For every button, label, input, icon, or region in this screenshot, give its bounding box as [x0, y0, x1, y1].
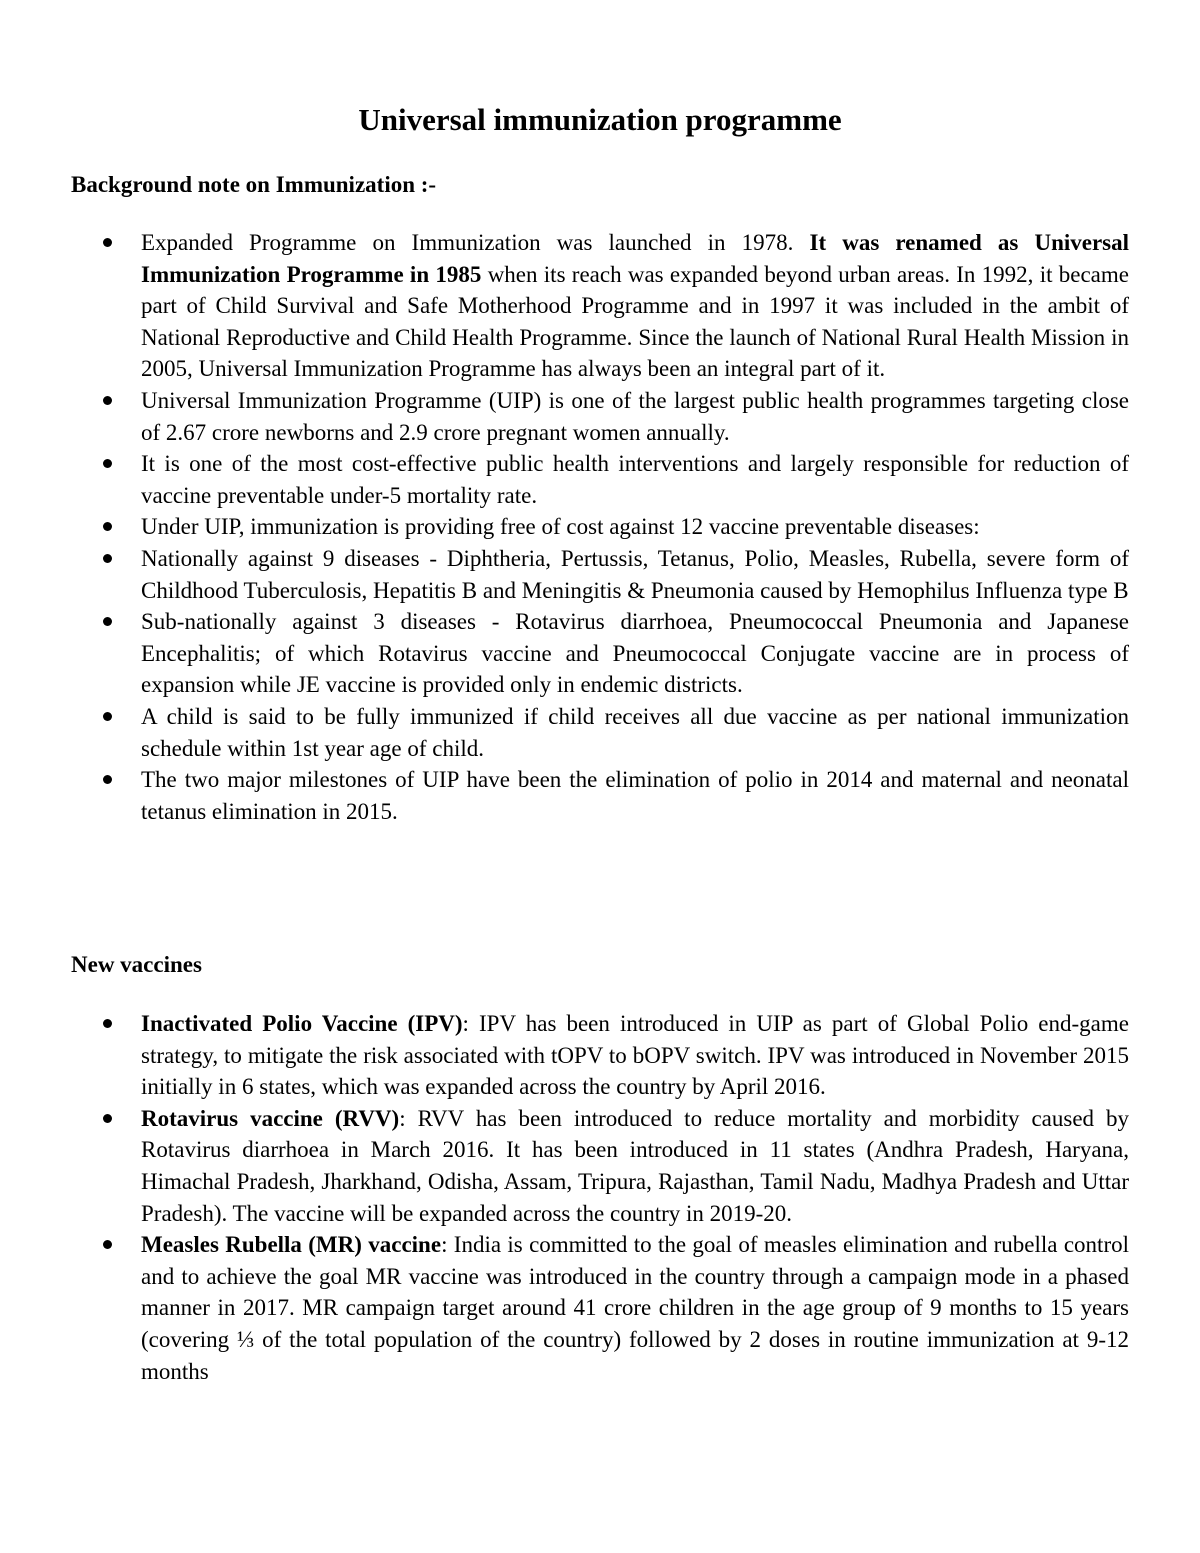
item-text: Universal Immunization Programme (UIP) is one of the largest public health programmes targeting close of 2.67 crore newborns and 2.9 crore pregnant women annually. [141, 387, 1129, 445]
list-item [71, 543, 1129, 606]
bullet-icon [103, 459, 112, 468]
bold-text: Rotavirus vaccine (RVV) [141, 1105, 400, 1131]
background-heading: Background note on Immunization :- [71, 172, 437, 197]
bullet-icon [103, 396, 112, 405]
bold-text: Measles Rubella (MR) vaccine [141, 1232, 442, 1258]
list-item [71, 1008, 1129, 1103]
page-title: Universal immunization programme [358, 102, 842, 137]
item-text: Nationally against 9 diseases - Diphtheria, Pertussis, Tetanus, Polio, Measles, Rubella, severe form of Childhood Tuberculosis, Hepatitis B and Meningitis & Pneumonia caused by Hemophilus Influenza type B [141, 545, 1129, 603]
item-text: A child is said to be fully immunized if child receives all due vaccine as per national immunization schedule within 1st year age of child. [141, 703, 1129, 761]
item-text: when its reach was expanded beyond urban areas. In 1992, it became part of Child Survival and Safe Motherhood Programme and in 1997 it was included in the ambit of National Reproductive and Child Health Programme. Since the launch of National Rural Health Mission in 2005, Universal Immunization Programme has always been an integral part of it. [141, 261, 1129, 382]
bold-text: It was renamed as Universal Immunization Programme in 1985 [141, 230, 1130, 287]
item-text: : RVV has been introduced to reduce mortality and morbidity caused by Rotavirus diarrhoea in March 2016. It has been introduced in 11 states (Andhra Pradesh, Haryana, Himachal Pradesh, Jharkhand, Odisha, Assam, Tripura, Rajasthan, Tamil Nadu, Madhya Pradesh and Uttar Pradesh). The vaccine will be expanded across the country in 2019-20. [141, 1105, 1129, 1226]
item-text: Expanded Programme on Immunization was launched in 1978. [141, 230, 810, 255]
bullet-icon [103, 1019, 112, 1028]
bold-text: Inactivated Polio Vaccine (IPV) [141, 1011, 463, 1036]
bullet-icon [103, 712, 112, 721]
bullet-icon [103, 1240, 112, 1249]
list-item [71, 764, 1129, 827]
bullet-icon [103, 617, 112, 626]
new-vaccines-heading: New vaccines [71, 952, 202, 977]
list-item [71, 448, 1129, 511]
list-item [71, 511, 1129, 543]
bullet-icon [103, 238, 112, 247]
bullet-icon [103, 1114, 112, 1123]
item-text: The two major milestones of UIP have been the elimination of polio in 2014 and maternal and neonatal tetanus elimination in 2015. [141, 767, 1129, 824]
list-item [71, 606, 1129, 701]
bullet-icon [103, 522, 112, 531]
list-item [71, 385, 1129, 448]
item-text: It is one of the most cost-effective public health interventions and largely responsible for reduction of vaccine preventable under-5 mortality rate. [141, 451, 1129, 508]
item-text: Sub-nationally against 3 diseases - Rotavirus diarrhoea, Pneumococcal Pneumonia and Japanese Encephalitis; of which Rotavirus vaccine and Pneumococcal Conjugate vaccine are in process of expansion while JE vaccine is provided only in endemic districts. [141, 609, 1129, 698]
list-item [71, 227, 1129, 385]
background-list [71, 227, 1129, 827]
bullet-icon [103, 554, 112, 563]
bullet-icon [103, 775, 112, 784]
list-item [71, 1229, 1129, 1387]
item-text: Under UIP, immunization is providing free of cost against 12 vaccine preventable diseases: [141, 514, 980, 540]
list-item [71, 1103, 1129, 1229]
list-item [71, 701, 1129, 764]
item-text: : India is committed to the goal of measles elimination and rubella control and to achieve the goal MR vaccine was introduced in the country through a campaign mode in a phased manner in 2017. MR campaign target around 41 crore children in the age group of 9 months to 15 years (covering ⅓ of the total population of the country) followed by 2 doses in routine immunization at 9-12 months [141, 1232, 1129, 1384]
new-vaccines-list [71, 1008, 1129, 1387]
item-text: : IPV has been introduced in UIP as part of Global Polio end-game strategy, to mitigate the risk associated with tOPV to bOPV switch. IPV was introduced in November 2015 initially in 6 states, which was expanded across the country by April 2016. [141, 1011, 1129, 1100]
